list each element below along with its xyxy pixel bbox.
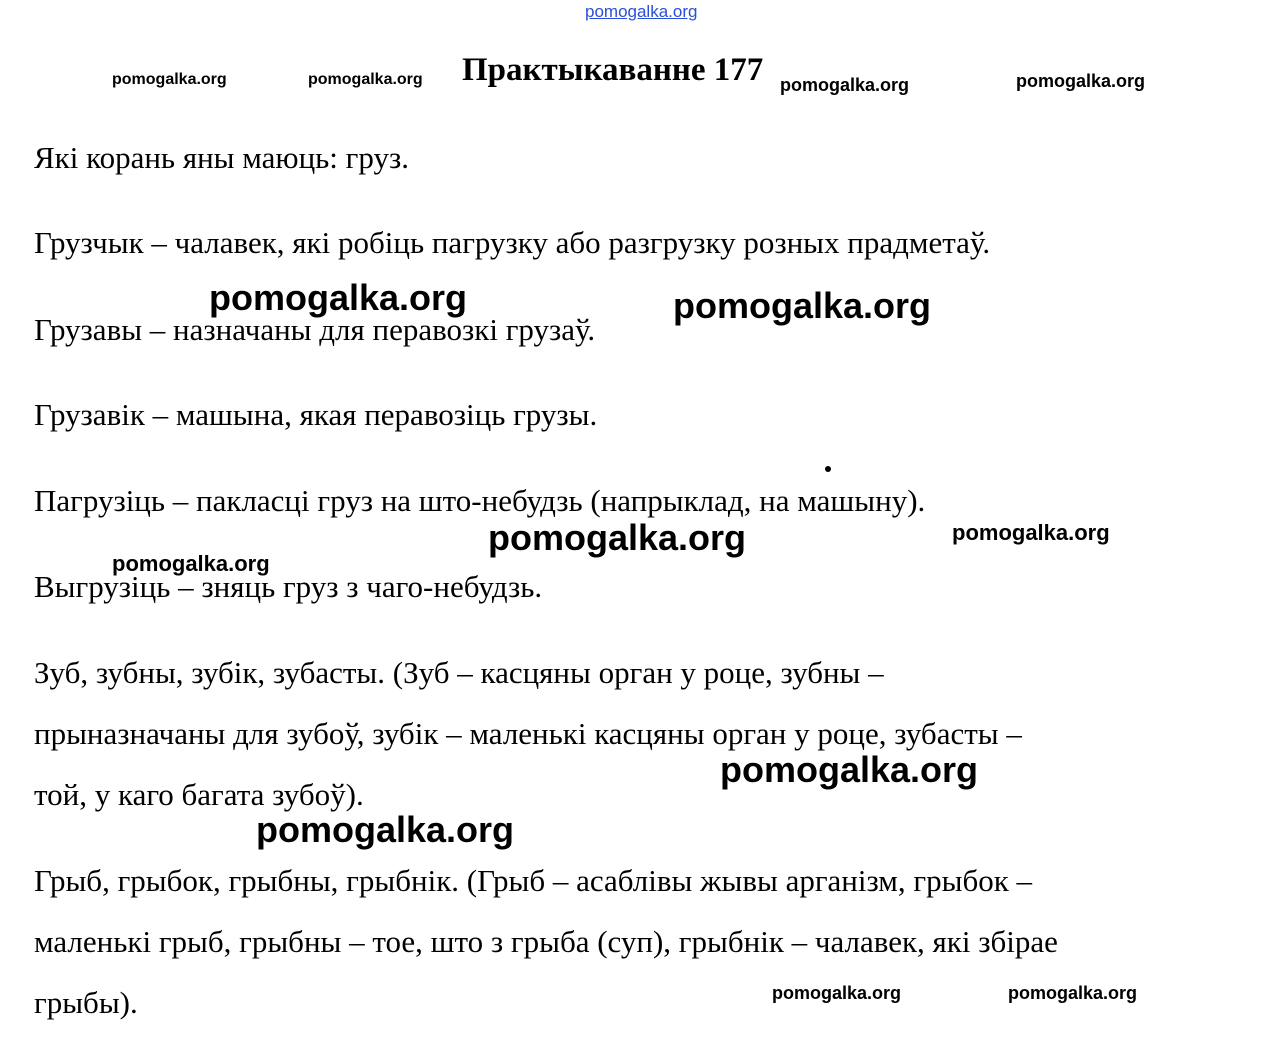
paragraph-gryb-line2: маленькі грыб, грыбны – тое, што з грыба (суп), грыбнік – чалавек, які збірае	[34, 924, 1058, 959]
watermark: pomogalka.org	[488, 517, 747, 558]
watermark: pomogalka.org	[308, 71, 423, 88]
watermark: pomogalka.org	[952, 520, 1110, 545]
watermark: pomogalka.org	[1016, 71, 1146, 91]
paragraph-gryb-line3: грыбы).	[34, 985, 138, 1020]
watermark: pomogalka.org	[112, 551, 270, 576]
paragraph-gryb-line1: Грыб, грыбок, грыбны, грыбнік. (Грыб – асаблівы жывы арганізм, грыбок –	[34, 863, 1033, 898]
watermark: pomogalka.org	[256, 809, 515, 850]
paragraph-gruzavy: Грузавы – назначаны для перавозкі грузаў.	[34, 312, 596, 347]
paragraph-pagruzits: Пагрузіць – пакласці груз на што-небудзь (напрыклад, на машыну).	[34, 483, 926, 518]
watermark: pomogalka.org	[209, 277, 468, 318]
watermark: pomogalka.org	[720, 749, 979, 790]
watermark: pomogalka.org	[772, 983, 902, 1003]
watermark: pomogalka.org	[1008, 983, 1138, 1003]
page-title: Практыкаванне 177	[462, 52, 764, 88]
paragraph-vygruzits: Выгрузіць – зняць груз з чаго-небудзь.	[34, 569, 543, 604]
paragraph-gruzavik: Грузавік – машына, якая перавозіць грузы.	[34, 397, 598, 432]
paragraph-gruzchyk: Грузчык – чалавек, які робіць пагрузку або разгрузку розных прадметаў.	[34, 225, 991, 260]
stray-dot	[825, 466, 831, 472]
watermark: pomogalka.org	[780, 75, 910, 95]
paragraph-zub-line1: Зуб, зубны, зубік, зубасты. (Зуб – касцяны орган у роце, зубны –	[34, 655, 884, 690]
paragraph-zub-line3: той, у каго багата зубоў).	[34, 777, 364, 812]
paragraph-question: Які корань яны маюць: груз.	[34, 140, 409, 175]
watermark: pomogalka.org	[673, 285, 932, 326]
site-link[interactable]: pomogalka.org	[585, 2, 698, 21]
paragraph-zub-line2: прыназначаны для зубоў, зубік – маленькі касцяны орган у роце, зубасты –	[34, 716, 1022, 751]
watermark: pomogalka.org	[112, 71, 227, 88]
